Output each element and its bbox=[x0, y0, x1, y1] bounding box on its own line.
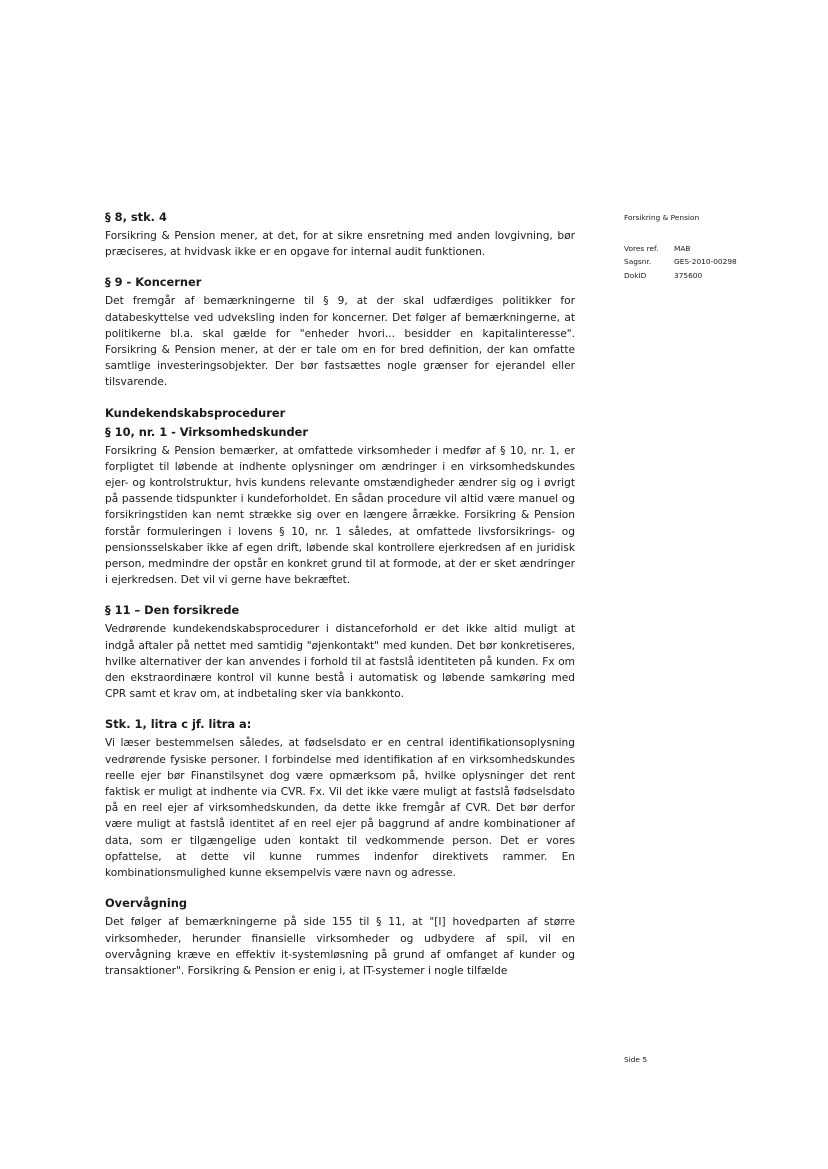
section-paragraph: Vi læser bestemmelsen således, at fødselsdato er en central identifikationsoplysning vedrørende fysiske personer. I forbindelse med identifikation af en virksomhedskundes reelle ejer bør Finanstilsynet dog være opmærksom på, hvilke oplysninger det rent faktisk er muligt at indhente via CVR. Fx. Vil det ikke være muligt at fastslå fødselsdato på en reel ejer af virksomhedskunden, da dette ikke fremgår af CVR. Det bør derfor være muligt at fastslå identitet af en reel ejer på baggrund af andre kombinationer af data, som er tilgængelige uden kontakt til vedkommende person. Det er vores opfattelse, at dette vil kunne rummes indenfor direktivets rammer. En kombinationsmulighed kunne eksempelvis være navn og adresse. bbox=[105, 737, 575, 880]
meta-row-ref bbox=[624, 242, 737, 255]
page-number: Side 5 bbox=[624, 1055, 648, 1064]
section-paragraph: Forsikring & Pension mener, at det, for at sikre ensretning med anden lovgivning, bør præciseres, at hvidvask ikke er en opgave for internal audit funktionen. bbox=[105, 230, 575, 259]
section-8 bbox=[105, 209, 575, 260]
section-10 bbox=[105, 424, 575, 589]
meta-value: 375600 bbox=[674, 270, 703, 280]
section-heading: § 10, nr. 1 - Virksomhedskunder bbox=[105, 424, 309, 439]
section-heading: Overvågning bbox=[105, 896, 187, 911]
meta-row-dokid bbox=[624, 269, 737, 282]
meta-value: GES-2010-00298 bbox=[674, 257, 737, 267]
section-9 bbox=[105, 274, 575, 390]
sender-org: Forsikring & Pension bbox=[624, 213, 700, 222]
meta-row-sagsnr bbox=[624, 255, 737, 268]
section-paragraph: Det følger af bemærkningerne på side 155 til § 11, at "[I] hovedparten af større virksomheder, herunder finansielle virksomheder og udbydere af spil, vil en overvågning kræve en effektiv it-systemløsning på grund af omfanget af kunder og transaktioner". Forsikring & Pension er enig i, at IT-systemer i nogle tilfælde bbox=[105, 916, 575, 977]
meta-label: Sagsnr. bbox=[624, 257, 652, 267]
document-body bbox=[105, 209, 575, 993]
section-stk1 bbox=[105, 716, 575, 881]
section-paragraph: Forsikring & Pension bemærker, at omfattede virksomheder i medfør af § 10, nr. 1, er forpligtet til løbende at indhente oplysninger om ændringer i en virksomhedskundes ejer- og kontrolstruktur, hvis kundens relevante omstændigheder ændrer sig og i øvrigt på passende tidspunkter i kundeforholdet. En sådan procedure vil altid være manuel og forsikringstiden kan nemt strække sig over en længere årrække. Forsikring & Pension forstår formuleringen i lovens § 10, nr. 1 således, at omfattede livsforsikrings- og pensionsselskaber ikke af egen drift, løbende skal kontrollere ejerkredsen af en juridisk person, medmindre der opstår en konkret grund til at formode, at der er sket ændringer i ejerkredsen. Det vil vi gerne have bekræftet. bbox=[105, 444, 575, 587]
section-overvaagning bbox=[105, 895, 575, 979]
meta-label: DokID bbox=[624, 270, 647, 280]
section-heading: Kundekendskabsprocedurer bbox=[105, 405, 286, 420]
section-paragraph: Det fremgår af bemærkningerne til § 9, at der skal udfærdiges politikker for databeskyttelse ved udveksling inden for koncerner. Det følger af bemærkningerne, at politikerne bl.a. skal gælde for "enheder hvori... besidder en kapitalinteresse". Forsikring & Pension mener, at der er tale om en for bred definition, der kan omfatte samtlige investeringsobjekter. Der bør fastsættes nogle grænser for ejerandel eller tilsvarende. bbox=[105, 295, 575, 389]
section-heading: § 9 - Koncerner bbox=[105, 275, 202, 290]
meta-label: Vores ref. bbox=[624, 244, 659, 254]
section-heading: § 11 – Den forsikrede bbox=[105, 603, 240, 618]
letter-sidebar bbox=[624, 211, 737, 282]
section-heading: Stk. 1, litra c jf. litra a: bbox=[105, 717, 252, 732]
section-heading: § 8, stk. 4 bbox=[105, 210, 167, 224]
meta-value: MAB bbox=[674, 244, 691, 254]
section-paragraph: Vedrørende kundekendskabsprocedurer i distanceforhold er det ikke altid muligt at indgå aftaler på nettet med samtidig "øjenkontakt" med kunden. Det bør konkretiseres, hvilke alternativer der kan anvendes i forhold til at fastslå identiteten på kunden. Fx om den ekstraordinære kontrol vil kunne bestå i automatisk og løbende samkøring med CPR samt et krav om, at indbetaling sker via bankkonto. bbox=[105, 623, 575, 701]
section-kundekendskab bbox=[105, 405, 575, 421]
section-11 bbox=[105, 602, 575, 702]
